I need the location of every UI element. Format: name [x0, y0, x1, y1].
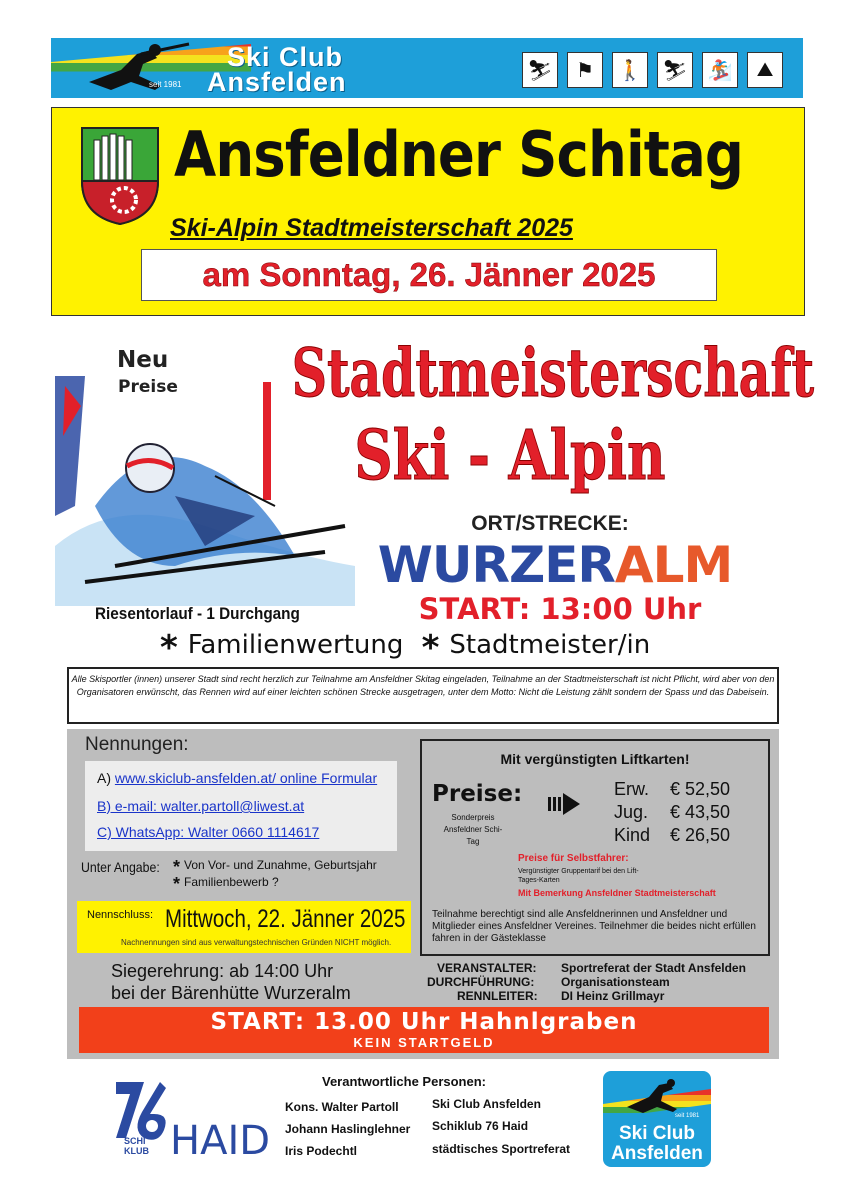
lift-heading: Mit vergünstigten Liftkarten! [500, 751, 690, 767]
registration-email-link[interactable]: B) e-mail: walter.partoll@liwest.at [97, 798, 305, 814]
organizer-role: VERANSTALTER: [437, 961, 537, 975]
organization-name: Schiklub 76 Haid [432, 1119, 529, 1133]
haid-number [112, 1161, 114, 1163]
event-date-box [141, 249, 717, 301]
asterisk-icon: * [173, 874, 181, 894]
event-title-box [51, 107, 805, 316]
organizer-role: DURCHFÜHRUNG: [427, 975, 535, 989]
asterisk-icon: * [173, 857, 181, 877]
since-label: seit 1981 [149, 80, 182, 89]
club-banner [51, 38, 803, 98]
registration-option-b [97, 798, 304, 814]
snowboard-icon: 🏂 [702, 52, 738, 88]
coat-of-arms-icon [80, 126, 160, 226]
organizer-name: Sportreferat der Stadt Ansfelden [561, 961, 746, 975]
skier-icon: ⛷ [522, 52, 558, 88]
registration-option-c [97, 824, 319, 840]
requirements-label: Unter Angabe: [81, 859, 160, 875]
club-name-line1: Ski Club [227, 42, 344, 72]
haid-club-label: SCHI KLUB [124, 1136, 149, 1156]
registration-heading: Nennungen: [85, 734, 189, 755]
asterisk-icon: * [421, 628, 440, 668]
lift-prices-label: Preise: [432, 781, 523, 807]
organizer-role: RENNLEITER: [457, 989, 538, 1003]
arrow-right-icon [548, 791, 580, 817]
group-rate-note: Vergünstigter Gruppentarif bei den Lift-Tages-Karten [518, 868, 639, 884]
organization-name: städtisches Sportreferat [432, 1142, 571, 1156]
logo-line1: Ski Club [618, 1123, 695, 1144]
registration-website-link[interactable]: www.skiclub-ansfelden.at/ online Formular [114, 770, 378, 786]
registration-option-a [97, 770, 377, 786]
deadline-note: Nachnennungen sind aus verwaltungstechnischen Gründen NICHT möglich. [121, 938, 392, 947]
club-name-line2: Ansfelden [207, 67, 347, 97]
lift-ticket-box [420, 739, 770, 956]
event-date: am Sonntag, 26. Jänner 2025 [202, 256, 656, 293]
hiking-icon: ⛰ [747, 52, 783, 88]
logo-since: seit 1981 [675, 1113, 700, 1119]
cross-country-icon: ⛷ [657, 52, 693, 88]
requirement-item: * Familienbewerb ? [173, 874, 279, 894]
self-drivers-heading: Preise für Selbstfahrer: [518, 853, 629, 864]
responsible-heading: Verantwortliche Personen: [322, 1074, 486, 1089]
organizer-name: Organisationsteam [561, 975, 670, 989]
ski-jump-icon: ⚑ [567, 52, 603, 88]
organizer-name: DI Heinz Grillmayr [561, 989, 665, 1003]
skier-logo-icon [623, 1077, 693, 1117]
event-subtitle: Ski-Alpin Stadtmeisterschaft 2025 [170, 214, 573, 242]
ski-club-logo [603, 1071, 711, 1167]
ceremony-time: Siegerehrung: ab 14:00 Uhr [111, 961, 334, 981]
deadline-label: Nennschluss: [87, 909, 154, 921]
location-label: ORT/STRECKE: [471, 512, 629, 535]
price-youth: Jug. € 43,50 [614, 802, 731, 822]
special-price-note: Sonderpreis Ansfeldner Schi-Tag [443, 813, 503, 846]
person-name: Iris Podechtl [285, 1144, 358, 1158]
start-banner [79, 1007, 769, 1053]
prices-label: Preise [118, 377, 178, 397]
deadline-date: Mittwoch, 22. Jänner 2025 [165, 905, 406, 933]
person-name: Johann Haslinglehner [285, 1122, 411, 1136]
ceremony-place: bei der Bärenhütte Wurzeralm [111, 983, 351, 1003]
category-family: Familienwertung [187, 630, 404, 660]
remark-note: Mit Bemerkung Ansfeldner Stadtmeisterschaft [518, 888, 716, 898]
organization-name: Ski Club Ansfelden [432, 1097, 541, 1111]
event-title: Ansfeldner Schitag [174, 118, 744, 191]
race-type: Riesentorlauf - 1 Durchgang [95, 604, 300, 623]
option-a-key: A) [97, 770, 111, 786]
new-label: Neu [117, 347, 169, 373]
start-banner-line2: KEIN STARTGELD [353, 1035, 495, 1050]
registration-whatsapp-link[interactable]: C) WhatsApp: Walter 0660 1114617 [97, 824, 320, 840]
location-name-part1: WURZER [377, 536, 615, 594]
info-panel [67, 729, 779, 1059]
logo-line2: Ansfelden [611, 1143, 703, 1164]
location-name [370, 536, 740, 594]
haid-name: HAID [170, 1118, 271, 1164]
ski-touring-icon: 🚶 [612, 52, 648, 88]
location-name-part2: ALM [614, 536, 733, 594]
start-time: START: 13:00 Uhr [418, 592, 702, 626]
registration-options [85, 761, 397, 851]
categories [160, 628, 650, 668]
main-title-line1: Stadtmeisterschaft [291, 334, 815, 412]
eligibility-text: Teilnahme berechtigt sind alle Ansfeldnerinnen und Ansfeldner und Mitglieder eines Ansfeldner Vereines. Teilnehmer die beides nicht erfüllen fahren in der Gästeklasse [432, 909, 756, 944]
person-name: Kons. Walter Partoll [285, 1100, 399, 1114]
category-champion: Stadtmeister/in [449, 630, 651, 660]
price-child: Kind € 26,50 [614, 825, 731, 845]
start-banner-line1: START: 13.00 Uhr Hahnlgraben [210, 1009, 638, 1035]
intro-text: Alle Skisportler (innen) unserer Stadt sind recht herzlich zur Teilnahme am Ansfeldner Skitag eingeladen, Teilnahme an der Stadtmeisterschaft ist nicht Pflicht, wird aber von den Organisatoren erwünscht, das Rennen wird auf einer leichten schönen Strecke ausgetragen, unter dem Motto: Nicht die Leistung zählt sondern der Spass und das Dabeisein. [67, 667, 779, 724]
asterisk-icon: * [160, 628, 178, 668]
requirement-item: * Von Vor- und Zunahme, Geburtsjahr [173, 857, 377, 877]
deadline-box [77, 901, 411, 953]
price-adult: Erw. € 52,50 [614, 779, 731, 799]
main-title-line2: Ski - Alpin [354, 416, 666, 496]
